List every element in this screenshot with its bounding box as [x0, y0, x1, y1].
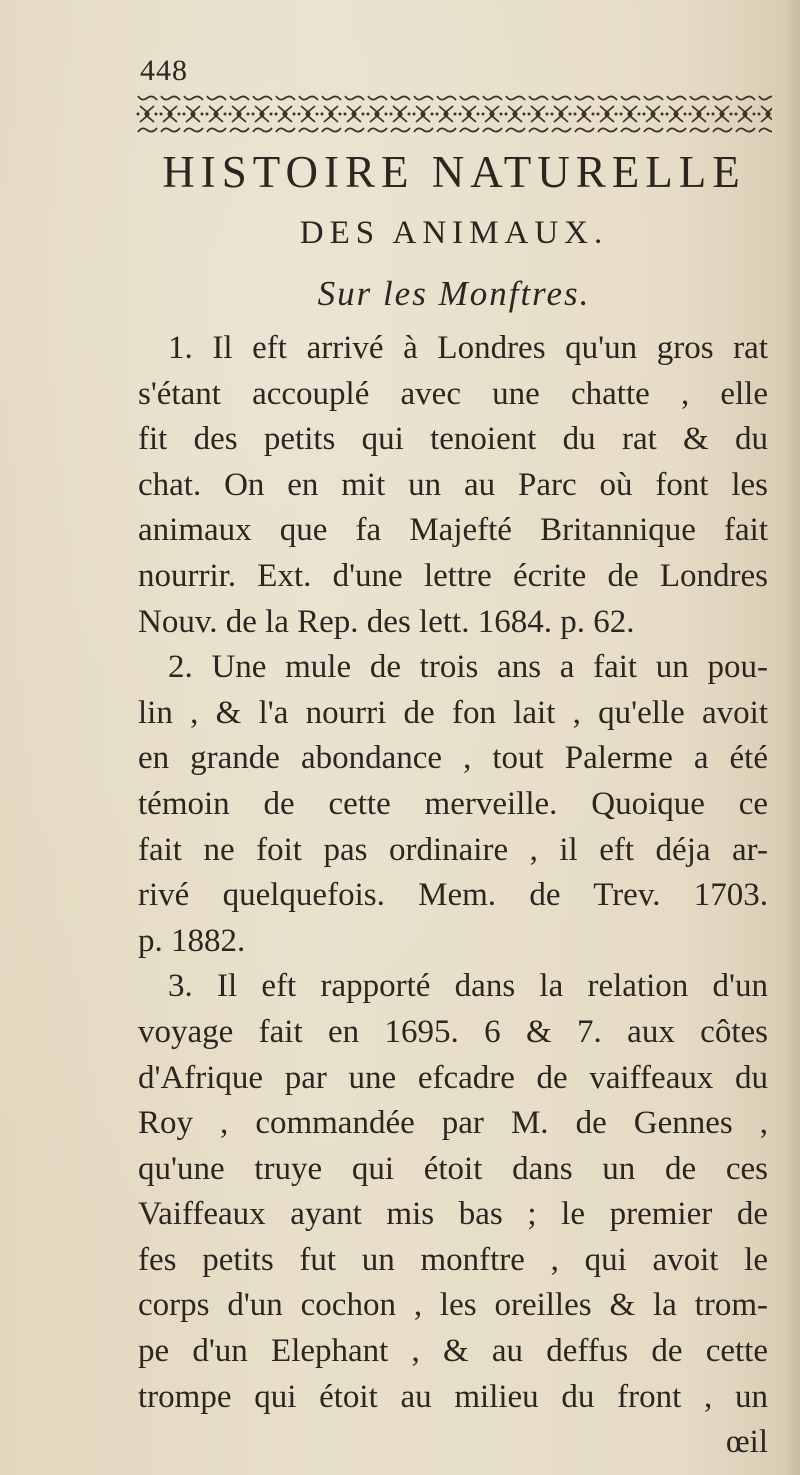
text-line: qu'une truye qui étoit dans un de ces: [138, 1150, 768, 1187]
text-line: Roy , commandée par M. de Gennes ,: [138, 1105, 768, 1142]
page-subheading: DES ANIMAUX.: [299, 215, 609, 251]
text-line: lin , & l'a nourri de fon lait , qu'elle avoit: [138, 694, 768, 731]
text-line: 2. Une mule de trois ans a fait un pou-: [168, 649, 768, 686]
page-heading: HISTOIRE NATURELLE: [162, 147, 746, 197]
text-line: trompe qui étoit au milieu du front , un: [138, 1378, 768, 1415]
text-line: 1. Il eft arrivé à Londres qu'un gros rat: [168, 330, 768, 366]
text-line: fes petits fut un monftre , qui avoit le: [138, 1241, 768, 1278]
text-line: en grande abondance , tout Palerme a été: [138, 740, 768, 777]
page-number: 448: [140, 54, 188, 87]
text-line: animaux que fa Majefté Britannique fait: [138, 512, 768, 549]
text-line: pe d'un Elephant , & au deffus de cette: [138, 1333, 768, 1370]
text-line: 3. Il eft rapporté dans la relation d'un: [168, 968, 768, 1005]
text-line: voyage fait en 1695. 6 & 7. aux côtes: [138, 1013, 768, 1050]
text-line: rivé quelquefois. Mem. de Trev. 1703.: [138, 877, 768, 914]
catchword: œil: [725, 1424, 768, 1461]
text-line: Nouv. de la Rep. des lett. 1684. p. 62.: [138, 603, 635, 640]
text-line: Vaiffeaux ayant mis bas ; le premier de: [138, 1196, 768, 1233]
page-edge-shadow: [782, 0, 800, 1475]
text-line: p. 1882.: [138, 922, 246, 959]
text-line: fit des petits qui tenoient du rat & du: [138, 421, 768, 458]
text-line: fait ne foit pas ordinaire , il eft déja ar-: [138, 831, 768, 868]
body-text: [138, 326, 768, 1466]
section-title: Sur les Monftres.: [317, 274, 591, 313]
text-line: s'étant accouplé avec une chatte , elle: [138, 375, 768, 412]
text-line: chat. On en mit un au Parc où font les: [138, 466, 768, 503]
text-line: d'Afrique par une efcadre de vaiffeaux du: [138, 1059, 768, 1096]
fleuron-band-icon: [136, 92, 772, 136]
text-line: témoin de cette merveille. Quoique ce: [138, 785, 768, 822]
text-line: nourrir. Ext. d'une lettre écrite de Londres: [138, 557, 768, 594]
text-line: corps d'un cochon , les oreilles & la trom-: [138, 1287, 768, 1324]
